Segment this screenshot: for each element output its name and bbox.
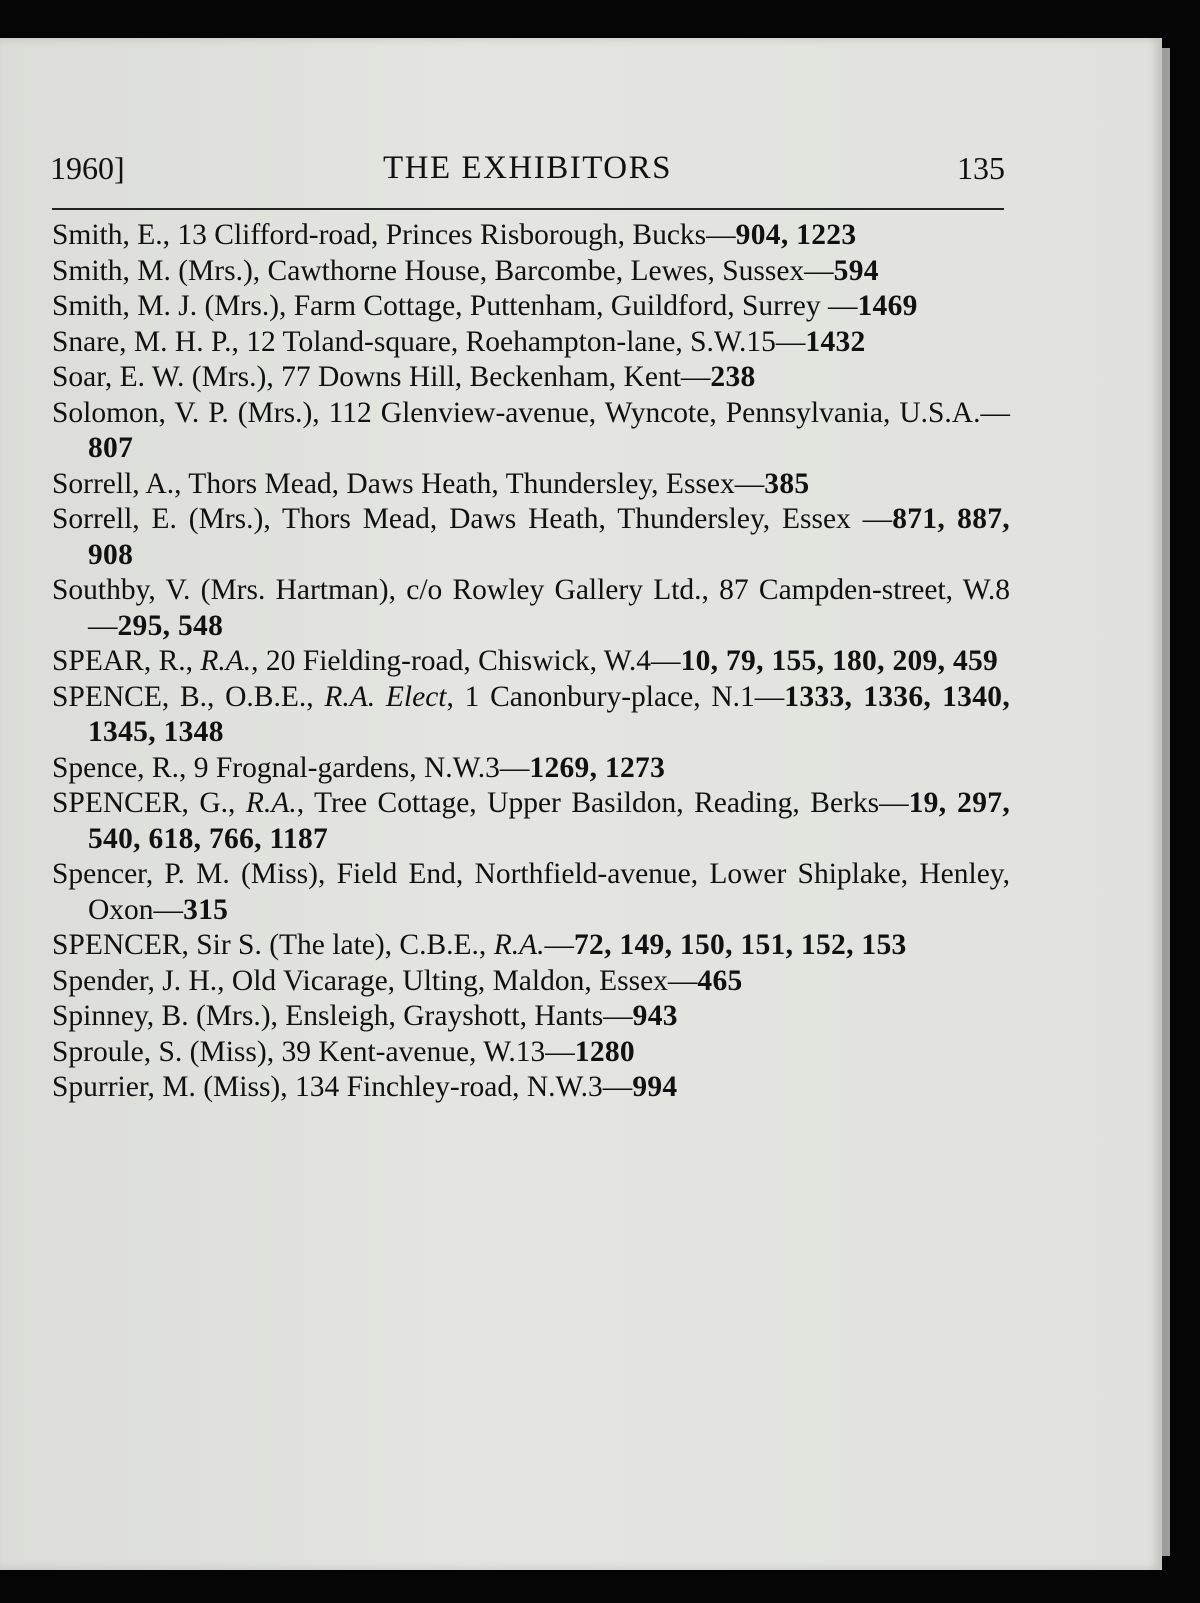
exhibitor-entry <box>52 999 1010 1035</box>
exhibitor-name: SPENCE, B., O.B.E., <box>52 680 314 713</box>
catalogue-numbers: 1333, 1336, 1340, 1345, 1348 <box>88 680 1011 748</box>
exhibitor-name: Snare, M. H. P., <box>52 325 239 358</box>
academic-title: R.A. <box>235 787 297 819</box>
running-head-title: THE EXHIBITORS <box>383 150 672 186</box>
exhibitor-entry <box>52 573 1010 644</box>
exhibitor-name: Southby, V. (Mrs. Hartman), <box>52 574 396 606</box>
page-edge <box>1162 48 1170 1556</box>
academic-title: R.A. <box>193 645 252 677</box>
exhibitor-name: Sorrell, E. (Mrs.), <box>52 503 271 535</box>
exhibitor-entry <box>52 325 1010 361</box>
page-number: 135 <box>957 150 1005 186</box>
catalogue-numbers: 1280 <box>574 1035 635 1068</box>
catalogue-numbers: 385 <box>764 467 810 500</box>
header-rule <box>52 208 1004 210</box>
exhibitor-entry <box>52 1035 1010 1071</box>
exhibitor-entry <box>52 751 1010 787</box>
exhibitor-address: , Tree Cottage, Upper Basildon, Reading, Berks— <box>296 787 909 819</box>
exhibitor-entry <box>52 857 1010 928</box>
exhibitor-name: Spinney, B. (Mrs.), <box>52 1000 278 1032</box>
exhibitor-entry <box>52 786 1010 857</box>
exhibitor-address: 134 Finchley-road, N.W.3— <box>287 1071 633 1103</box>
exhibitor-entry <box>52 644 1010 680</box>
catalogue-numbers: 465 <box>697 964 743 997</box>
exhibitor-entry <box>52 360 1010 396</box>
catalogue-numbers: 994 <box>632 1071 678 1103</box>
catalogue-numbers: 904, 1223 <box>735 219 857 251</box>
exhibitor-entry <box>52 928 1010 964</box>
exhibitor-name: Spencer, P. M. (Miss), <box>52 858 326 890</box>
exhibitor-address: , 20 Fielding-road, Chiswick, W.4— <box>251 645 681 677</box>
catalogue-numbers: 19, 297, 540, 618, 766, 1187 <box>88 787 1010 855</box>
catalogue-numbers: 594 <box>833 254 879 287</box>
exhibitor-name: Smith, E., <box>52 219 171 251</box>
exhibitor-name: Spurrier, M. (Miss), <box>52 1071 288 1103</box>
exhibitor-address: 39 Kent-avenue, W.13— <box>274 1035 575 1068</box>
exhibitor-address: Ensleigh, Grayshott, Hants— <box>277 1000 633 1032</box>
exhibitor-entry <box>52 289 1010 325</box>
running-head <box>50 150 1005 196</box>
exhibitor-name: Solomon, V. P. (Mrs.), <box>52 396 320 429</box>
catalogue-numbers: 1269, 1273 <box>529 751 666 784</box>
catalogue-numbers: 295, 548 <box>117 609 224 642</box>
exhibitor-address: Field End, Northfield-avenue, Lower Shiplake, Henley, Oxon— <box>88 858 1010 926</box>
academic-title: R.A. Elect <box>313 680 447 713</box>
exhibitor-entry <box>52 502 1010 573</box>
exhibitor-name: Spence, R., <box>52 751 187 784</box>
running-head-year: 1960] <box>50 150 125 186</box>
exhibitor-name: Smith, M. J. (Mrs.), <box>52 290 287 322</box>
exhibitor-address: 77 Downs Hill, Beckenham, Kent— <box>273 361 711 393</box>
exhibitor-entry <box>52 254 1010 290</box>
exhibitor-address: Thors Mead, Daws Heath, Thundersley, Essex— <box>181 467 765 500</box>
catalogue-numbers: 238 <box>710 361 756 393</box>
exhibitor-list <box>52 218 1010 1106</box>
exhibitor-name: Spender, J. H., <box>52 964 225 997</box>
exhibitor-address: — <box>544 929 574 961</box>
catalogue-numbers: 943 <box>632 1000 678 1032</box>
exhibitor-entry <box>52 218 1010 254</box>
catalogue-numbers: 315 <box>183 893 229 926</box>
catalogue-numbers: 871, 887, 908 <box>88 503 1010 571</box>
exhibitor-address: Cawthorne House, Barcombe, Lewes, Sussex— <box>260 254 834 287</box>
exhibitor-address: c/o Rowley Gallery Ltd., 87 Campden-street, W.8— <box>88 574 1010 642</box>
exhibitor-name: SPEAR, R., <box>52 645 193 677</box>
exhibitor-name: Smith, M. (Mrs.), <box>52 254 261 287</box>
exhibitor-address: Old Vicarage, Ulting, Maldon, Essex— <box>224 964 698 997</box>
academic-title: R.A. <box>486 929 545 961</box>
exhibitor-address: 112 Glenview-avenue, Wyncote, Pennsylvania, U.S.A.— <box>319 396 1010 429</box>
exhibitor-address: Thors Mead, Daws Heath, Thundersley, Essex — <box>270 503 893 535</box>
exhibitor-address: 13 Clifford-road, Princes Risborough, Bucks— <box>170 219 736 251</box>
exhibitor-address: , 1 Canonbury-place, N.1— <box>446 680 785 713</box>
exhibitor-address: 9 Frognal-gardens, N.W.3— <box>186 751 530 784</box>
exhibitor-name: Sorrell, A., <box>52 467 182 500</box>
catalogue-numbers: 72, 149, 150, 151, 152, 153 <box>573 929 907 961</box>
exhibitor-name: Sproule, S. (Miss), <box>52 1035 275 1068</box>
exhibitor-entry <box>52 467 1010 503</box>
exhibitor-entry <box>52 1070 1010 1106</box>
catalogue-numbers: 807 <box>88 432 134 464</box>
catalogue-numbers: 10, 79, 155, 180, 209, 459 <box>680 645 999 677</box>
exhibitor-name: SPENCER, Sir S. (The late), C.B.E., <box>52 929 487 961</box>
exhibitor-name: Soar, E. W. (Mrs.), <box>52 361 274 393</box>
exhibitor-address: 12 Toland-square, Roehampton-lane, S.W.15— <box>238 325 806 358</box>
catalogue-numbers: 1469 <box>857 290 918 322</box>
exhibitor-entry <box>52 964 1010 1000</box>
exhibitor-address: Farm Cottage, Puttenham, Guildford, Surrey — <box>286 290 858 322</box>
exhibitor-entry <box>52 396 1010 467</box>
catalogue-numbers: 1432 <box>805 325 866 358</box>
exhibitor-entry <box>52 680 1010 751</box>
exhibitor-name: SPENCER, G., <box>52 787 236 819</box>
